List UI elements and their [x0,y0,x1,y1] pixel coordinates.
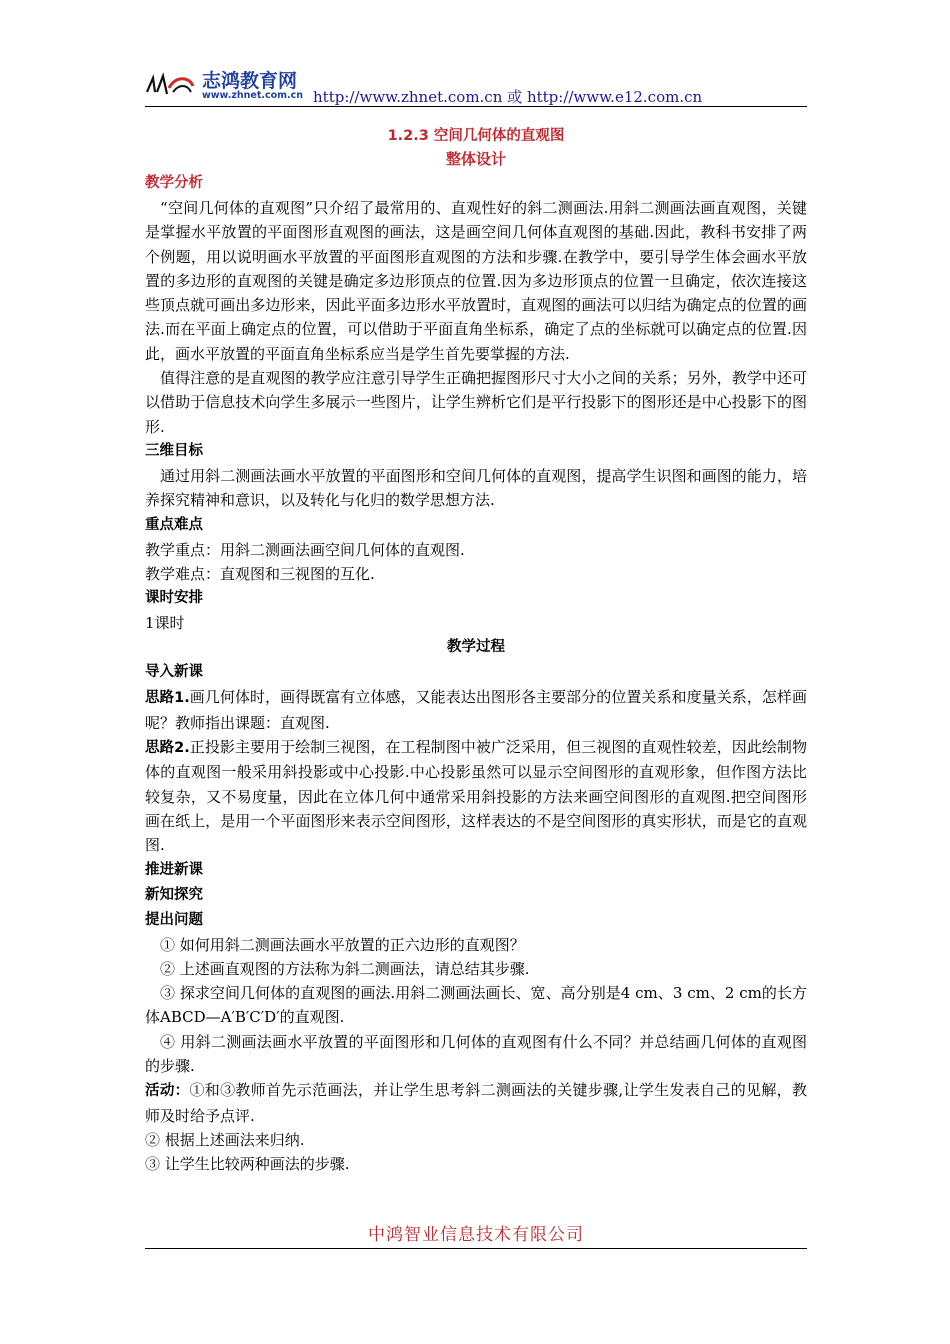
section-heading-advance: 推进新课 [145,861,203,878]
section-heading-intro: 导入新课 [145,664,203,681]
idea-1-paragraph [145,685,807,735]
activity-label: 活动： [145,1083,190,1100]
header-links [313,86,702,107]
activity-answer-2: ② 根据上述画法来归纳. [145,1130,305,1149]
difficult-point-line: 教学难点：直观图和三视图的互化. [145,564,375,583]
page-footer [145,1222,807,1249]
section-heading-explore: 新知探究 [145,886,203,903]
question-4: ④ 用斜二测画法画水平放置的平面图形和几何体的直观图有什么不同？并总结画几何体的直观图的步骤. [145,1032,807,1076]
logo-url: www.zhnet.com.cn [202,90,304,101]
document-page [145,64,807,1177]
header-separator: 或 [507,88,523,106]
idea-2-paragraph [145,735,807,857]
section-heading-questions: 提出问题 [145,911,203,928]
header-link-e12[interactable]: http://www.e12.com.cn [526,88,703,106]
document-title: 1.2.3 空间几何体的直观图 [387,128,565,144]
footer-company: 中鸿智业信息技术有限公司 [368,1225,584,1245]
activity-text: ①和③教师首先示范画法，并让学生思考斜二测画法的关键步骤,让学生发表自己的见解，教师及时给予点评. [145,1081,808,1125]
schedule-line: 1课时 [145,614,185,633]
key-point-line: 教学重点：用斜二测画法画空间几何体的直观图. [145,540,465,559]
page-header [145,64,807,107]
analysis-paragraph-2: 值得注意的是直观图的教学应注意引导学生正确把握图形尺寸大小之间的关系；另外，教学中还可以借助于信息技术向学生多展示一些图片，让学生辨析它们是平行投影下的图形还是中心投影下的图形. [145,369,807,436]
question-2: ② 上述画直观图的方法称为斜二测画法，请总结其步骤. [160,959,530,978]
activity-paragraph [145,1078,807,1128]
goals-paragraph: 通过用斜二测画法画水平放置的平面图形和空间几何体的直观图，提高学生识图和画图的能力，培养探究精神和意识，以及转化与化归的数学思想方法. [145,466,807,510]
idea-2-label: 思路2. [145,740,190,757]
process-heading: 教学过程 [447,639,505,656]
idea-1-text: 画几何体时，画得既富有立体感，又能表达出图形各主要部分的位置关系和度量关系，怎样画呢？教师指出课题：直观图. [145,688,807,732]
section-heading-analysis: 教学分析 [145,175,203,191]
section-heading-schedule: 课时安排 [145,590,203,607]
analysis-paragraph-1: “空间几何体的直观图”只介绍了最常用的、直观性好的斜二测画法.用斜二测画法画直观图，关键是掌握水平放置的平面图形直观图的画法，这是画空间几何体直观图的基础.因此，教科书安排了两个例题，用以说明画水平放置的平面图形直观图的方法和步骤.在教学中，要引导学生体会画水平放置的多边形的直观图的关键是确定多边形顶点的位置.因为多边形顶点的位置一旦确定，依次连接这些顶点就可画出多边形来，因此平面多边形水平放置时，直观图的画法可以归结为确定点的位置的画法.而在平面上确定点的位置，可以借助于平面直角坐标系，确定了点的坐标就可以确定点的位置.因此，画水平放置的平面直角坐标系应当是学生首先要掌握的方法. [145,199,807,363]
question-1: ① 如何用斜二测画法画水平放置的正六边形的直观图？ [160,935,525,954]
document-subtitle: 整体设计 [445,150,506,168]
zhnet-logo [145,66,313,104]
idea-2-text: 正投影主要用于绘制三视图，在工程制图中被广泛采用，但三视图的直观性较差，因此绘制物体的直观图一般采用斜投影或中心投影.中心投影虽然可以显示空间图形的直观形象，但作图方法比较复杂，又不易度量，因此在立体几何中通常采用斜投影的方法来画空间图形的直观图.把空间图形画在纸上，是用一个平面图形来表示空间图形，这样表达的不是空间图形的真实形状，而是它的直观图. [145,738,807,855]
question-3: ③ 探求空间几何体的直观图的画法.用斜二测画法画长、宽、高分别是4 cm、3 cm、2 cm的长方体ABCD—A′B′C′D′的直观图. [145,984,807,1027]
idea-1-label: 思路1. [145,690,190,707]
logo-text: 志鸿教育网 [202,70,298,92]
section-heading-key-points: 重点难点 [145,516,203,533]
activity-answer-3: ③ 让学生比较两种画法的步骤. [145,1155,350,1174]
header-link-zhnet[interactable]: http://www.zhnet.com.cn [313,88,503,106]
section-heading-goals: 三维目标 [145,442,203,459]
logo-mark-icon [145,70,203,100]
